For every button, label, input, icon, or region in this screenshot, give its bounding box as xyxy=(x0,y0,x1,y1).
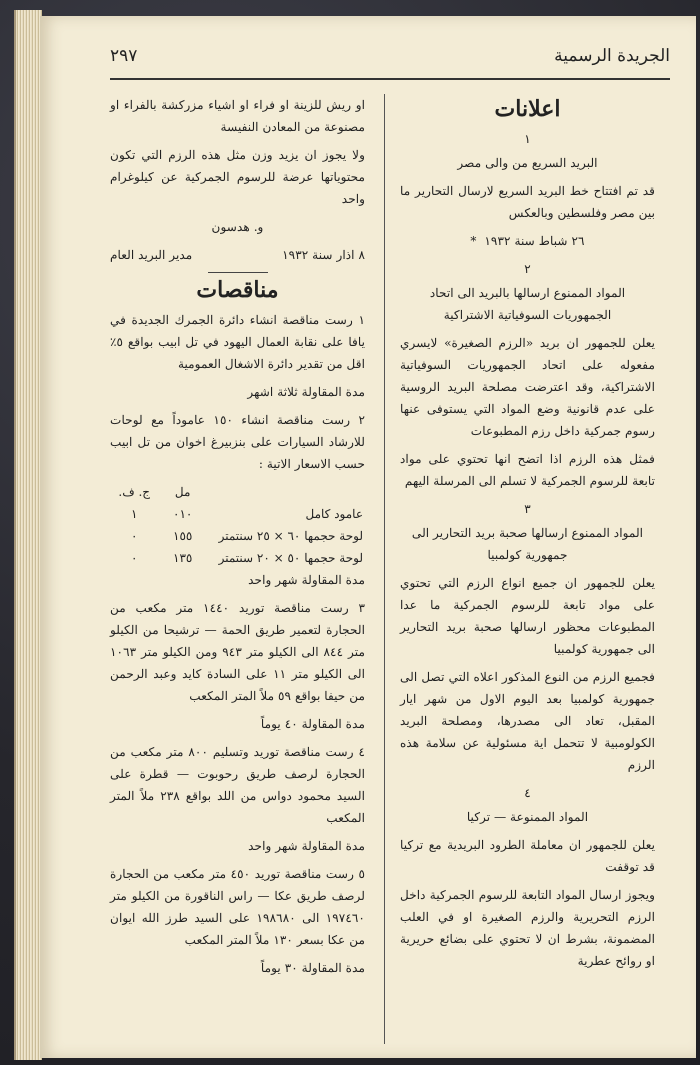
price-table xyxy=(110,481,365,569)
notice-4-body: يعلن للجمهور ان معاملة الطرود البريدية مع تركيا قد توقفت xyxy=(400,838,655,874)
notice-3-body-2: فجميع الرزم من النوع المذكور اعلاه التي تصل الى جمهورية كولمبيا بعد اليوم الاول من شهر ايار المقبل، تعاد الى مصدرها، ومصلحة البريد الكولومبية لا تتحمل اية مسئولية عن سلامة هذه الرزم xyxy=(400,670,655,772)
continued-text-2: ولا يجوز ان يزيد وزن مثل هذه الرزم التي تكون محتوياتها عرضة للرسوم الجمركية عن كيلوغرام واحد xyxy=(110,148,365,206)
notice-1-star: * xyxy=(470,234,477,248)
tenders-title: مناقصات xyxy=(196,277,279,303)
notice-1-date-text: ٢٦ شباط سنة ١٩٣٢ xyxy=(484,234,585,248)
notice-number-2: ٢ xyxy=(524,262,531,276)
tender-5-period: مدة المقاولة ٣٠ يوماً xyxy=(260,961,365,975)
table-cell-pound: ١ xyxy=(131,507,138,521)
tender-4-text: ٤ رست مناقصة توريد وتسليم ٨٠٠ متر مكعب من الحجارة لرصف طريق رحوبوت — قطرة على السيد محمود دواس من اللد بواقع ٢٣٨ ملاً المتر المكعب xyxy=(110,745,365,825)
journal-title: الجريدة الرسمية xyxy=(554,46,670,66)
price-table-header-item xyxy=(207,481,365,503)
notice-number-3: ٣ xyxy=(524,502,531,516)
book-spine xyxy=(14,10,42,1060)
notice-2-body: يعلن للجمهور ان بريد «الرزم الصغيرة» لايسري مفعوله على اتحاد الجمهوريات السوفياتية الاشتراكية، وقد اعترضت مصلحة البريد الروسية على عدم قانونية وضع المواد التي يستوفى عنها رسوم جمركية داخل رزم المطبوعات xyxy=(400,336,655,438)
notice-4-heading: المواد الممنوعة — تركيا xyxy=(466,810,589,824)
tender-4-period: مدة المقاولة شهر واحد xyxy=(248,839,365,853)
notice-3-body: يعلن للجمهور ان جميع انواع الرزم التي تحتوي على مواد تابعة للرسوم الجمركية ما عدا المطبوعات محظور ارسالها صحبة بريد التحارير الى جمهورية كولمبيا xyxy=(400,576,655,656)
table-cell-mil: ١٥٥ xyxy=(173,529,193,543)
header-rule xyxy=(110,78,670,80)
column-tenders xyxy=(110,94,365,985)
table-cell-item: عامود كامل xyxy=(305,507,363,521)
table-row xyxy=(110,547,365,569)
notice-1-body: قد تم افتتاح خط البريد السريع لارسال التحارير ما بين مصر وفلسطين وبالعكس xyxy=(400,184,655,220)
section-rule xyxy=(208,272,268,273)
table-row xyxy=(110,525,365,547)
table-cell-pound: ٠ xyxy=(131,551,138,565)
notice-2-body-2: فمثل هذه الرزم اذا اتضح انها تحتوي على مواد تابعة للرسوم الجمركية لا تسلم الى المرسلة اليهم xyxy=(400,452,655,488)
notice-1-date xyxy=(400,230,655,252)
notice-4-body-2: ويجوز ارسال المواد التابعة للرسوم الجمركية داخل الرزم التحريرية والرزم الصغيرة او في العلب المضمونة، بشرط ان لا تحتوي على بضائع حريرية او روائح عطرية xyxy=(400,888,655,968)
continued-text-1: او ريش للزينة او فراء او اشياء مزركشة بالفراء او مصنوعة من المعادن النفيسة xyxy=(110,98,365,134)
tender-2-period: مدة المقاولة شهر واحد xyxy=(248,573,365,587)
notice-2-heading: المواد الممنوع ارسالها بالبريد الى اتحاد الجمهوريات السوفياتية الاشتراكية xyxy=(429,286,626,322)
table-cell-mil: ١٣٥ xyxy=(173,551,193,565)
table-row xyxy=(110,503,365,525)
table-cell-mil: ٠١٠ xyxy=(173,507,193,521)
announcements-title: اعلانات xyxy=(494,96,561,122)
tender-1-text: ١ رست مناقصة انشاء دائرة الجمرك الجديدة في يافا على نقابة العمال اليهود في تل ابيب بواقع ٥٪ اقل من تقدير دائرة الاشغال العمومية xyxy=(110,313,365,371)
document-page xyxy=(40,16,696,1058)
tender-3-period: مدة المقاولة ٤٠ يوماً xyxy=(260,717,365,731)
tender-5-text: ٥ رست مناقصة توريد ٤٥٠ متر مكعب من الحجارة لرصف طريق عكا — راس الناقورة من الكيلو متر ١٩٧٤٦٠ الى ١٩٨٦٨٠ على السيد طرز الله ايوان من عكا بسعر ١٣٠ ملاً المتر المكعب xyxy=(110,867,365,947)
signature-date: ٨ اذار سنة ١٩٣٢ xyxy=(282,248,365,262)
tender-2-text: ٢ رست مناقصة انشاء ١٥٠ عاموداً مع لوحات للارشاد السيارات على بنزبيرغ اخوان من تل ابيب حسب الاسعار الاتية : xyxy=(110,413,365,471)
signer-title: مدير البريد العام xyxy=(110,248,193,262)
page-header xyxy=(110,41,670,71)
table-cell-pound: ٠ xyxy=(131,529,138,543)
column-divider xyxy=(384,94,385,1044)
table-cell-item: لوحة حجمها ٥٠ × ٢٠ سنتمتر xyxy=(218,551,363,565)
table-cell-item: لوحة حجمها ٦٠ × ٢٥ سنتمتر xyxy=(218,529,363,543)
price-table-header-pound: ج. ف. xyxy=(118,485,151,499)
notice-number-4: ٤ xyxy=(524,786,531,800)
page-number: ٢٩٧ xyxy=(110,46,138,66)
column-announcements xyxy=(400,94,655,978)
notice-number-1: ١ xyxy=(524,132,531,146)
price-table-header-mil: مل xyxy=(174,485,191,499)
price-table-header xyxy=(110,481,365,503)
notice-1-heading: البريد السريع من والى مصر xyxy=(457,156,598,170)
notice-3-heading: المواد الممنوع ارسالها صحبة بريد التحارير الى جمهورية كولمبيا xyxy=(411,526,644,562)
signature-row xyxy=(110,244,365,266)
tender-1-period: مدة المقاولة ثلاثة اشهر xyxy=(247,385,365,399)
tender-3-text: ٣ رست مناقصة توريد ١٤٤٠ متر مكعب من الحجارة لتعمير طريق الحمة — ترشيحا من الكيلو متر ٨٤٤ الى الكيلو متر ٩٤٣ ومن الكيلو متر ١٠٦٣ الى الكيلو متر ١١ على السادة كايد وعبد الرحمن من حيفا بواقع ٥٩ ملاً المتر المكعب xyxy=(110,601,365,703)
signer-name: و. هدسون xyxy=(211,220,264,234)
